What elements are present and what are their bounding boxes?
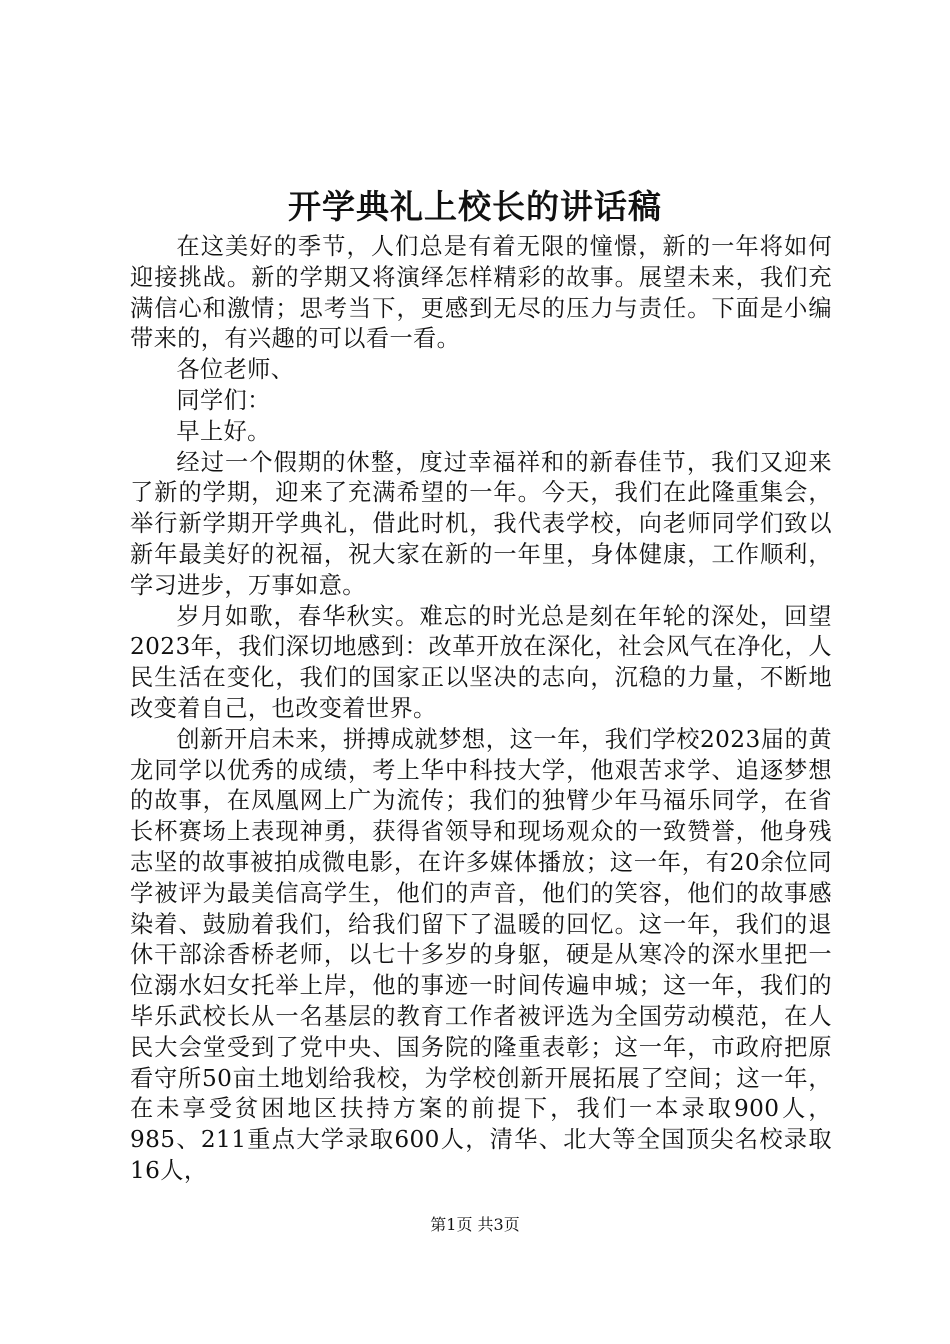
document-body [130, 232, 832, 1187]
paragraph-reflection: 岁月如歌，春华秋实。难忘的时光总是刻在年轮的深处，回望2023年，我们深切地感到：改革开放在深化，社会风气在净化，人民生活在变化，我们的国家正以坚决的志向，沉稳的力量，不断地改变着自己，也改变着世界。 [130, 602, 832, 722]
salutation-teachers: 各位老师、 [176, 356, 295, 384]
paragraph-new-semester: 经过一个假期的休整，度过幸福祥和的新春佳节，我们又迎来了新的学期，迎来了充满希望的一年。今天，我们在此隆重集会，举行新学期开学典礼，借此时机，我代表学校，向老师同学们致以新年最美好的祝福，祝大家在新的一年里，身体健康，工作顺利，学习进步，万事如意。 [130, 448, 832, 599]
paragraph-intro: 在这美好的季节，人们总是有着无限的憧憬，新的一年将如何迎接挑战。新的学期又将演绎怎样精彩的故事。展望未来，我们充满信心和激情；思考当下，更感到无尽的压力与责任。下面是小编带来的，有兴趣的可以看一看。 [130, 233, 832, 353]
page-title: 开学典礼上校长的讲话稿 [288, 187, 662, 226]
page-number-footer: 第1页 共3页 [430, 1215, 520, 1234]
salutation-students: 同学们： [176, 386, 271, 414]
paragraph-achievements: 创新开启未来，拼搏成就梦想，这一年，我们学校2023届的黄龙同学以优秀的成绩，考上华中科技大学，他艰苦求学、追逐梦想的故事，在凤凰网上广为流传；我们的独臂少年马福乐同学，在省长杯赛场上表现神勇，获得省领导和现场观众的一致赞誉，他身残志坚的故事被拍成微电影，在许多媒体播放；这一年，有20余位同学被评为最美信高学生，他们的声音，他们的笑容，他们的故事感染着、鼓励着我们，给我们留下了温暖的回忆。这一年，我们的退休干部涂香桥老师，以七十多岁的身躯，硬是从寒冷的深水里把一位溺水妇女托举上岸，他的事迹一时间传遍申城；这一年，我们的毕乐武校长从一名基层的教育工作者被评选为全国劳动模范，在人民大会堂受到了党中央、国务院的隆重表彰；这一年，市政府把原看守所50亩土地划给我校，为学校创新开展拓展了空间；这一年，在未享受贫困地区扶持方案的前提下，我们一本录取900人，985、211重点大学录取600人，清华、北大等全国顶尖名校录取16人， [130, 725, 832, 1184]
greeting: 早上好。 [176, 417, 271, 445]
